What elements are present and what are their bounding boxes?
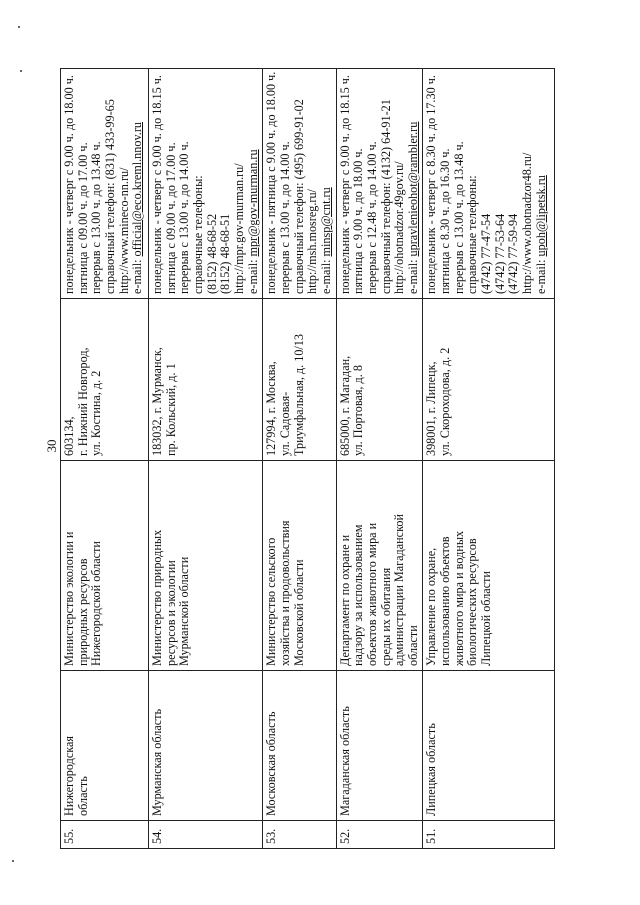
row-number: 53. xyxy=(263,821,336,849)
organization-cell xyxy=(149,461,263,671)
website-link[interactable]: http://mpr.gov-murman.ru/ xyxy=(231,163,246,294)
contact-line: справочный телефон: (495) 699-91-02 xyxy=(291,99,306,294)
email-link[interactable]: mpr@gov-murman.ru xyxy=(245,149,260,257)
address-cell xyxy=(336,299,423,461)
contact-line: понедельник - четверг с 9.00 ч. до 18.15 ч. xyxy=(337,75,352,294)
address-line: пр. Кольский, д. 1 xyxy=(163,363,178,456)
org-line: объектов животного мира и xyxy=(364,522,379,666)
table-row xyxy=(263,69,336,849)
address-cell xyxy=(61,299,149,461)
region-cell: Московская область xyxy=(263,671,336,821)
contact-line: понедельник - пятница с 9.00 ч. до 18.00 ч. xyxy=(264,71,279,294)
email-link[interactable]: minsp@cnt.ru xyxy=(318,187,333,257)
organization-cell xyxy=(61,461,149,671)
contact-line: пятница с 9.00 ч. до 18.00 ч. xyxy=(351,148,366,294)
row-number: 51. xyxy=(423,821,555,849)
region-cell: Магаданская область xyxy=(336,671,423,821)
contacts-cell xyxy=(263,69,336,299)
contact-line: пятница с 09.00 ч. до 17.00 ч. xyxy=(75,142,90,294)
org-line: использованию объектов xyxy=(438,536,453,666)
contact-line: (8152) 48-68-51 xyxy=(218,213,233,294)
email-link[interactable]: official@eco.kreml.nnov.ru xyxy=(130,122,145,257)
contact-line: перерыв с 13.00 ч. до 13.48 ч. xyxy=(89,141,104,294)
contact-line: (4742) 77-47-54 xyxy=(479,213,494,294)
contact-line: справочные телефоны: xyxy=(465,175,480,294)
row-number: 54. xyxy=(149,821,263,849)
organization-cell xyxy=(336,461,423,671)
address-line: г. Нижний Новгород, xyxy=(75,347,90,456)
org-line: хозяйства и продовольствия xyxy=(277,520,292,666)
address-line: ул. Садовая- xyxy=(277,391,292,456)
website-link[interactable]: http://ohotnadzor.49gov.ru/ xyxy=(392,161,407,294)
email-label: e-mail: xyxy=(533,256,548,294)
website-link[interactable]: http://www.ohotnadzor48.ru/ xyxy=(520,152,535,294)
org-line: Управление по охране, xyxy=(424,547,439,666)
region-cell: Мурманская область xyxy=(149,671,263,821)
email-label: e-mail: xyxy=(245,256,260,294)
contacts-cell xyxy=(149,69,263,299)
org-line: Мурманской области xyxy=(177,556,192,666)
org-line: ресурсов и экологии xyxy=(163,560,178,666)
org-line: Министерство экологии и xyxy=(62,531,76,666)
address-line: 127994, г. Москва, xyxy=(264,361,279,456)
org-line: Нижегородской области xyxy=(89,541,104,666)
page-number: 30 xyxy=(44,439,59,453)
contact-line: (8152) 48-68-52 xyxy=(204,213,219,294)
org-line: среды их обитания xyxy=(378,567,393,666)
contact-line: (4742) 77-53-64 xyxy=(492,213,507,294)
address-line: 183032, г. Мурманск, xyxy=(150,347,164,456)
contact-line: справочный телефон: (4132) 64-91-21 xyxy=(378,99,393,294)
contacts-cell xyxy=(61,69,149,299)
address-cell xyxy=(423,299,555,461)
table-row xyxy=(149,69,263,849)
org-line: Департамент по охране и xyxy=(337,534,352,666)
address-line: ул. Костина, д. 2 xyxy=(89,370,104,456)
contact-line: перерыв с 13.00 ч. до 13.48 ч. xyxy=(451,141,466,294)
email-link[interactable]: upravlenieohot@rambler.ru xyxy=(405,121,420,257)
contact-line: пятница с 09.00 ч. до 17.00 ч. xyxy=(163,142,178,294)
contacts-cell xyxy=(336,69,423,299)
table-row xyxy=(61,69,149,849)
email-label: e-mail: xyxy=(318,256,333,294)
organization-cell xyxy=(263,461,336,671)
region-line: область xyxy=(75,776,90,816)
address-cell xyxy=(263,299,336,461)
contacts-cell xyxy=(423,69,555,299)
contact-line: перерыв с 13.00 ч. до 14.00 ч. xyxy=(177,141,192,294)
address-line: Триумфальная, д. 10/13 xyxy=(291,334,306,456)
agency-table xyxy=(60,68,555,849)
org-line: Министерство природных xyxy=(150,529,164,666)
org-line: биологических ресурсов xyxy=(465,538,480,666)
contact-line: перерыв с 12.48 ч. до 14.00 ч. xyxy=(364,141,379,294)
address-cell xyxy=(149,299,263,461)
row-number: 55. xyxy=(61,821,149,849)
address-line: 398001, г. Липецк, xyxy=(424,361,439,456)
contact-line: понедельник - четверг с 8.30 ч. до 17.30 ч. xyxy=(424,75,439,294)
organization-cell xyxy=(423,461,555,671)
org-line: животного мира и водных xyxy=(451,530,466,666)
row-number: 52. xyxy=(336,821,423,849)
email-label: e-mail: xyxy=(405,256,420,294)
org-line: Министерство сельского xyxy=(264,537,279,666)
org-line: Липецкой области xyxy=(479,571,494,666)
region-cell xyxy=(61,671,149,821)
contact-line: справочные телефоны: xyxy=(190,175,205,294)
website-link[interactable]: http://msh.mosreg.ru/ xyxy=(305,189,320,294)
org-line: надзору за использованием xyxy=(351,524,366,666)
table-row xyxy=(336,69,423,849)
contact-line: (4742) 77-59-94 xyxy=(506,213,521,294)
org-line: администрации Магаданской xyxy=(392,513,407,666)
region-cell: Липецкая область xyxy=(423,671,555,821)
address-line: ул. Портовая, д. 8 xyxy=(351,365,366,456)
email-label: e-mail: xyxy=(130,256,145,294)
email-link[interactable]: upoh@lipetsk.ru xyxy=(533,175,548,257)
contact-line: понедельник - четверг с 9.00 ч. до 18.15 ч. xyxy=(150,75,164,294)
address-line: 603134, xyxy=(62,416,76,456)
address-line: 685000, г. Магадан, xyxy=(337,355,352,456)
address-line: ул. Скороходова, д. 2 xyxy=(438,347,453,456)
org-line: Московской области xyxy=(291,559,306,666)
region-line: Нижегородская xyxy=(62,736,76,816)
org-line: природных ресурсов xyxy=(75,558,90,666)
website-link[interactable]: http://www.mineco-nn.ru/ xyxy=(116,167,131,294)
contact-line: пятница с 8.30 ч. до 16.30 ч. xyxy=(438,148,453,294)
contact-line: перерыв с 13.00 ч. до 14.00 ч. xyxy=(277,141,292,294)
contact-line: справочный телефон: (831) 433-99-65 xyxy=(102,99,117,294)
org-line: области xyxy=(405,625,420,666)
contact-line: понедельник - четверг с 9.00 ч. до 18.00 ч. xyxy=(62,75,76,294)
table-row xyxy=(423,69,555,849)
